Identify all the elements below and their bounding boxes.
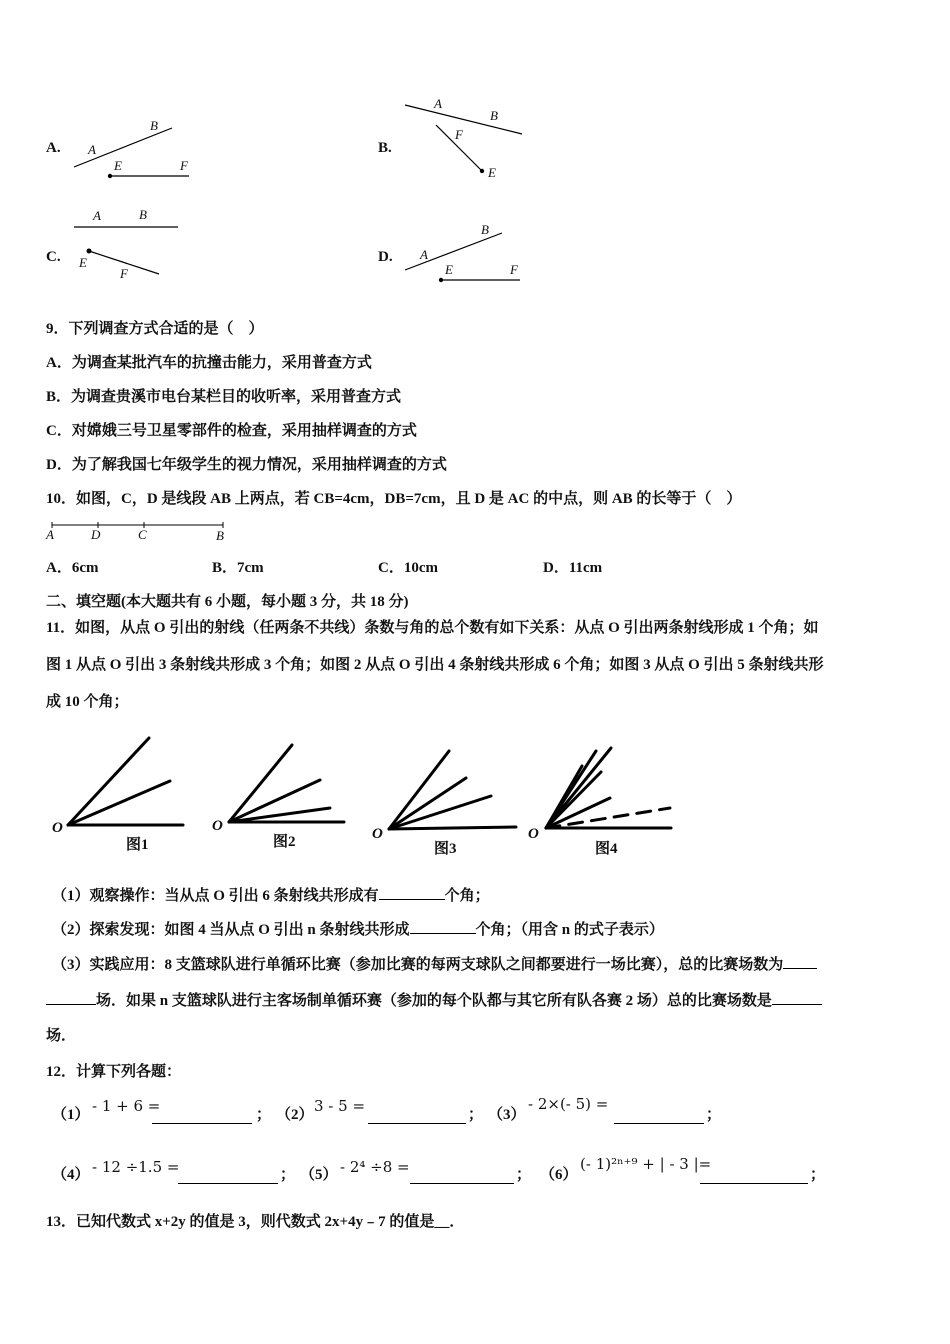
q12-num-6: （6） — [540, 1167, 578, 1183]
answer-blank[interactable] — [783, 954, 817, 969]
q10-stem: 10．如图，C，D 是线段 AB 上两点，若 CB=4cm，DB=7cm，且 D 是 AC 的中点，则 AB 的长等于（ ） — [46, 491, 742, 507]
q11-line-3: 成 10 个角； — [46, 694, 129, 710]
q12-num-2: （2） — [276, 1107, 314, 1123]
q11-part-1-text: （1）观察操作：当从点 O 引出 6 条射线共形成有 — [52, 888, 379, 904]
separator: ； — [280, 1167, 296, 1183]
q12-expr-2: 3 - 5 = — [314, 1097, 366, 1115]
answer-blank[interactable] — [410, 919, 476, 934]
figure-caption-1: 图1 — [126, 837, 149, 853]
figure-caption-3: 图3 — [434, 841, 457, 857]
answer-blank[interactable] — [614, 1109, 704, 1124]
point-label: A — [434, 96, 442, 111]
answer-blank[interactable] — [368, 1109, 466, 1124]
q12-expr-6: (- 1)²ⁿ⁺⁹ + | - 3 |= — [580, 1155, 712, 1173]
point-label: B — [139, 207, 147, 222]
q12-expr-4: - 12 ÷1.5 = — [92, 1158, 180, 1176]
q11-part-2-text: （2）探索发现：如图 4 当从点 O 引出 n 条射线共形成 — [52, 922, 410, 938]
separator: ； — [468, 1107, 484, 1123]
q12-num-5: （5） — [300, 1167, 338, 1183]
q11-part-3c: 场． — [46, 1028, 77, 1044]
point-label: F — [455, 127, 463, 142]
point-label: F — [180, 158, 188, 173]
q13-text: 13．已知代数式 x+2y 的值是 3，则代数式 2x+4y﹣7 的值是__． — [46, 1214, 465, 1230]
answer-blank[interactable] — [152, 1109, 252, 1124]
answer-blank[interactable] — [379, 885, 445, 900]
q10-option-a: A．6cm — [46, 560, 99, 576]
point-label: E — [445, 262, 453, 277]
origin-label: O — [528, 826, 539, 842]
point-label: B — [481, 222, 489, 237]
origin-label: O — [52, 820, 63, 836]
point-label: B — [490, 108, 498, 123]
separator: ； — [706, 1107, 722, 1123]
q9-stem: 9．下列调查方式合适的是（ ） — [46, 321, 264, 337]
point-label: F — [120, 266, 128, 281]
q12-stem: 12．计算下列各题： — [46, 1064, 182, 1080]
q12-expr-3: - 2×(- 5) = — [528, 1095, 609, 1113]
q11-part-1-suffix: 个角； — [444, 888, 490, 904]
q12-num-4: （4） — [52, 1167, 90, 1183]
q11-part-3b — [46, 990, 822, 1011]
q11-part-1 — [52, 885, 490, 906]
origin-label: O — [372, 826, 383, 842]
q11-part-2-suffix: 个角；（用含 n 的式子表示） — [475, 922, 664, 938]
point-label: E — [79, 255, 87, 270]
answer-blank[interactable] — [700, 1169, 808, 1184]
point-label: F — [510, 262, 518, 277]
q9-option-d: D．为了解我国七年级学生的视力情况，采用抽样调查的方式 — [46, 457, 447, 473]
figure-caption-4: 图4 — [595, 841, 618, 857]
q11-line-1: 11．如图，从点 O 引出的射线（任两条不共线）条数与角的总个数有如下关系：从点 O 引出两条射线形成 1 个角；如 — [46, 620, 819, 636]
q9-option-b: B．为调查贵溪市电台某栏目的收听率，采用普查方式 — [46, 389, 402, 405]
point-label: D — [91, 527, 101, 542]
point-label: E — [114, 158, 122, 173]
option-b-label: B. — [378, 140, 392, 156]
q11-part-3a-text: （3）实践应用：8 支篮球队进行单循环比赛（参加比赛的每两支球队之间都要进行一场比赛），总的比赛场数为 — [52, 957, 784, 973]
q11-part-2 — [52, 919, 664, 940]
q12-num-3: （3） — [488, 1107, 526, 1123]
option-a-label: A. — [46, 140, 61, 156]
answer-blank[interactable] — [772, 990, 822, 1005]
point-label: B — [150, 118, 158, 133]
separator: ； — [256, 1107, 272, 1123]
q11-part-3b-text: 场．如果 n 支篮球队进行主客场制单循环赛（参加的每个队都与其它所有队各赛 2 场）总的比赛场数是 — [96, 993, 772, 1009]
answer-blank[interactable] — [46, 990, 96, 1005]
point-label: A — [46, 527, 54, 542]
point-label: E — [488, 165, 496, 180]
point-label: A — [420, 247, 428, 262]
q11-part-3a — [52, 954, 817, 975]
option-d-label: D. — [378, 249, 393, 265]
q12-expr-5: - 2⁴ ÷8 = — [340, 1158, 410, 1176]
answer-blank[interactable] — [178, 1169, 278, 1184]
answer-blank[interactable] — [410, 1169, 514, 1184]
point-label: C — [138, 527, 147, 542]
q10-option-d: D．11cm — [543, 560, 603, 576]
q11-line-2: 图 1 从点 O 引出 3 条射线共形成 3 个角；如图 2 从点 O 引出 4 条射线共形成 6 个角；如图 3 从点 O 引出 5 条射线共形 — [46, 657, 824, 673]
option-c-label: C. — [46, 249, 61, 265]
point-label: A — [93, 208, 101, 223]
separator: ； — [810, 1167, 826, 1183]
section-heading: 二、填空题(本大题共有 6 小题，每小题 3 分，共 18 分) — [46, 594, 409, 610]
q12-num-1: （1） — [52, 1107, 90, 1123]
point-label: B — [216, 528, 224, 543]
separator: ； — [516, 1167, 532, 1183]
q9-option-a: A．为调查某批汽车的抗撞击能力，采用普查方式 — [46, 355, 372, 371]
origin-label: O — [212, 818, 223, 834]
q10-option-c: C．10cm — [378, 560, 438, 576]
q9-option-c: C．对嫦娥三号卫星零部件的检查，采用抽样调查的方式 — [46, 423, 417, 439]
point-label: A — [88, 142, 96, 157]
q12-expr-1: - 1 + 6 = — [92, 1097, 161, 1115]
figure-caption-2: 图2 — [273, 834, 296, 850]
q10-option-b: B．7cm — [212, 560, 264, 576]
